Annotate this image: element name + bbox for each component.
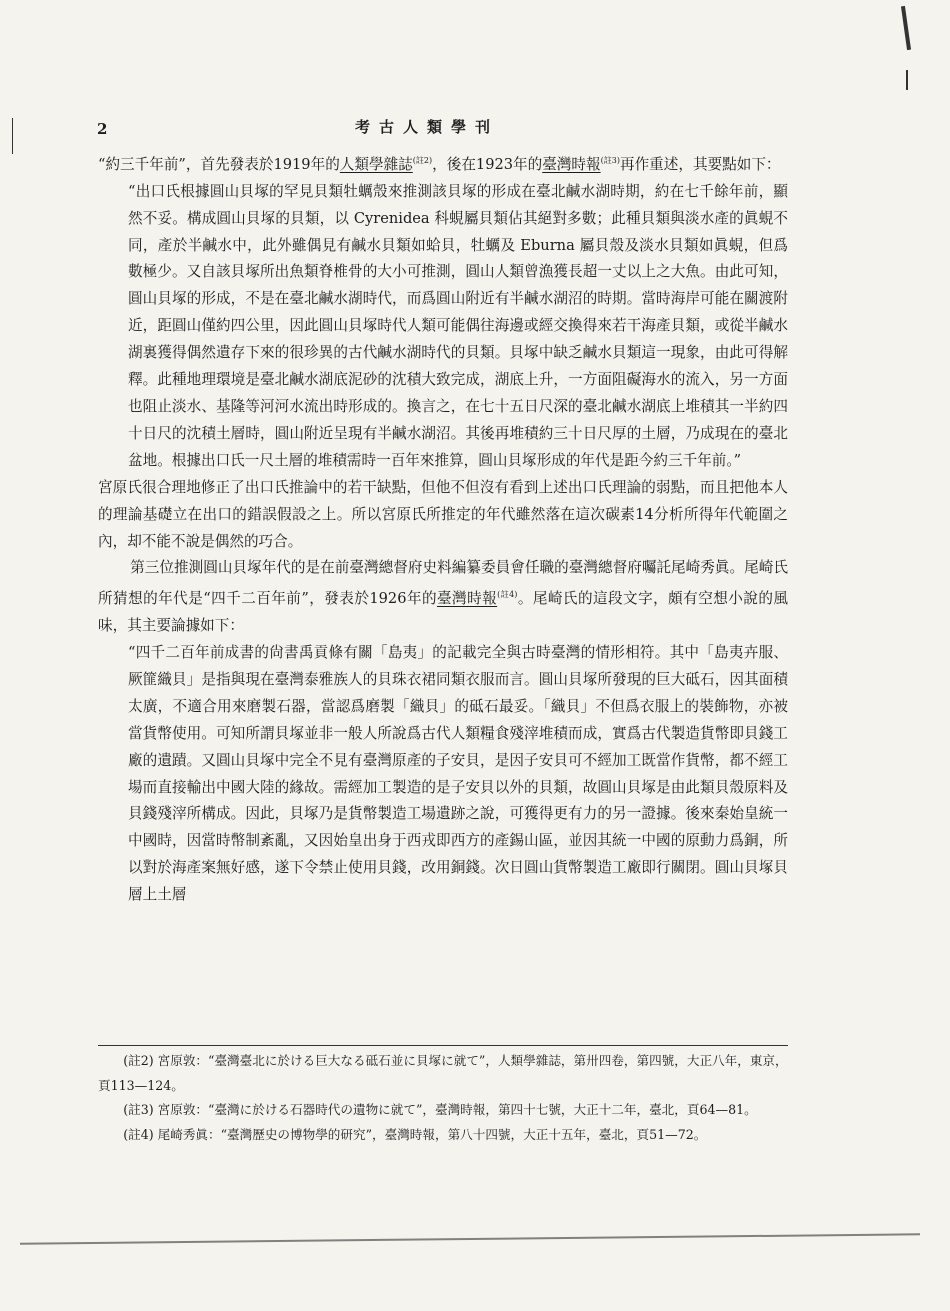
text-run: 第三位推測圓山貝塚年代的是在前臺灣總督府史料編纂委員會任職的臺灣總督府囑託尾崎秀眞。尾崎氏所猜想的年代是“四千二百年前”，發表於1926年的 [98, 559, 788, 608]
footnote-text: 尾崎秀眞：“臺灣歷史の博物學的研究”，臺灣時報，第八十四號，大正十五年，臺北，頁51—72。 [157, 1126, 707, 1142]
journal-reference: 臺灣時報 [542, 155, 601, 173]
paragraph: 宮原氏很合理地修正了出口氏推論中的若干缺點，但他不但沒有看到上述出口氏理論的弱點，而且把他本人的理論基礎立在出口的錯誤假設之上。所以宮原氏所推定的年代雖然落在這次碳素14分析所得年代範圍之內，却不能不說是偶然的巧合。 [98, 478, 788, 550]
running-head: 考古人類學刊 [355, 118, 500, 136]
text-run: “約三千年前”，首先發表於1919年的 [98, 155, 340, 173]
footnote-marker: (註4) [497, 590, 518, 600]
journal-reference: 臺灣時報 [437, 590, 498, 608]
scan-margin-mark [901, 6, 911, 50]
footnote-label: (註3) [123, 1102, 154, 1117]
footnote-label: (註2) [123, 1053, 154, 1068]
footnotes [98, 1049, 788, 1147]
text-run: 。尾崎氏的這段文字，頗有空想小說的風味，其主要論據如下： [98, 590, 788, 635]
footnote-label: (註4) [123, 1126, 154, 1142]
journal-reference: 人類學雜誌 [339, 155, 413, 173]
footnote [98, 1049, 788, 1098]
footnote [98, 1123, 788, 1148]
page-number: 2 [97, 120, 108, 138]
paragraph [98, 148, 788, 179]
footnote-text: 宮原敦：“臺灣に於ける石器時代の遺物に就て”，臺灣時報，第四十七號，大正十二年，臺北，頁64—81。 [157, 1102, 757, 1117]
footnote [98, 1098, 788, 1123]
scan-margin-mark [906, 70, 908, 90]
scan-edge-mark [20, 1233, 920, 1244]
article-body [98, 148, 788, 909]
text-run: ，後在1923年的 [432, 155, 543, 173]
footnote-marker: (註2) [412, 156, 433, 165]
footnote-marker: (註3) [600, 156, 620, 165]
footnote-rule [98, 1045, 788, 1046]
scan-margin-mark [12, 118, 13, 154]
footnote-text: 宮原敦：“臺灣臺北に於ける巨大なる砥石並に貝塚に就て”，人類學雜誌，第卅四卷，第四號，大正八年，東京，頁113—124。 [98, 1053, 788, 1093]
paragraph [98, 555, 788, 640]
block-quote: “四千二百年前成書的尙書禹貢條有關「島夷」的記載完全與古時臺灣的情形相符。其中「島夷卉服、厥篚織貝」是指與現在臺灣泰雅族人的貝珠衣裙同類衣服而言。圓山貝塚所發現的巨大砥石，因其面積太廣，不適合用來磨製石器，當認爲磨製「織貝」的砥石最妥。「織貝」不但爲衣服上的裝飾物，亦被當貨幣使用。可知所謂貝塚並非一般人所說爲古代人類糧食殘滓堆積而成，實爲古代製造貨幣即貝錢工廠的遺蹟。又圓山貝塚中完全不見有臺灣原產的子安貝，是因子安貝可不經加工既當作貨幣，都不經工場而直接輸出中國大陸的緣故。需經加工製造的是子安貝以外的貝類，故圓山貝塚是由此類貝殼原料及貝錢殘滓所構成。因此，貝塚乃是貨幣製造工場遺跡之說，可獲得更有力的另一證據。後來秦始皇統一中國時，因當時幣制紊亂，又因始皇出身于西戎即西方的產錫山區，並因其統一中國的原動力爲銅，所以對於海產案無好感，遂下令禁止使用貝錢，改用銅錢。次日圓山貨幣製造工廠即行關閉。圓山貝塚貝層上土層 [128, 644, 788, 904]
block-quote: “出口氏根據圓山貝塚的罕見貝類牡蠣殼來推測該貝塚的形成在臺北鹹水湖時期，約在七千餘年前，顯然不妥。構成圓山貝塚的貝類，以 Cyrenidea 科蜆屬貝類佔其絕對多數；此種貝類與淡水產的眞蜆不同，產於半鹹水中，此外雖偶見有鹹水貝類如蛤貝，牡蠣及 Eburna 屬貝殼及淡水貝類如眞蜆，但爲數極少。又自該貝塚所出魚類脊椎骨的大小可推測，圓山人類曾漁獲長超一丈以上之大魚。由此可知，圓山貝塚的形成，不是在臺北鹹水湖時代，而爲圓山附近有半鹹水湖沼的時期。當時海岸可能在關渡附近，距圓山僅約四公里，因此圓山貝塚時代人類可能偶往海邊或經交換得來若干海產貝類，或從半鹹水湖裏獲得偶然遺存下來的很珍異的古代鹹水湖時代的貝類。貝塚中缺乏鹹水貝類這一現象，由此可得解釋。此種地理環境是臺北鹹水湖底泥砂的沈積大致完成，湖底上升，一方面阻礙海水的流入，另一方面也阻止淡水、基隆等河河水流出時形成的。換言之，在七十五日尺深的臺北鹹水湖底上堆積其一半約四十日尺的沈積土層時，圓山附近呈現有半鹹水湖沼。其後再堆積約三十日尺厚的土層，乃成現在的臺北盆地。根據出口氏一尺土層的堆積需時一百年來推算，圓山貝塚形成的年代是距今約三千年前。” [128, 182, 788, 469]
text-run: 再作重述，其要點如下： [619, 155, 781, 173]
